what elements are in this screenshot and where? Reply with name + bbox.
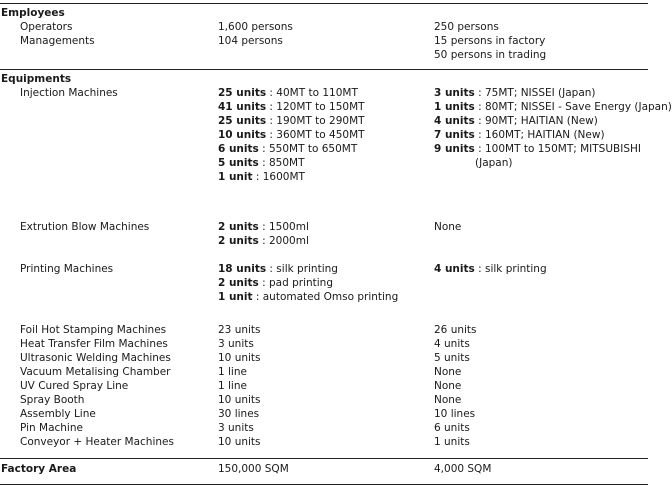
operators-value-b: 250 persons — [434, 21, 499, 33]
other-label: Foil Hot Stamping Machines — [20, 324, 167, 336]
unit-count: 2 units — [218, 235, 259, 247]
unit-desc: : 1600MT — [252, 171, 305, 183]
injection-line-b — [434, 142, 641, 156]
operators-label: Operators — [20, 21, 73, 33]
unit-desc: : 120MT to 150MT — [266, 101, 365, 113]
injection-line-a — [218, 114, 365, 128]
unit-count: 4 units — [434, 115, 475, 127]
other-value-b: 6 units — [434, 422, 470, 434]
injection-line-a — [218, 128, 365, 142]
other-label: Heat Transfer Film Machines — [20, 338, 168, 350]
unit-count: 6 units — [218, 143, 259, 155]
unit-desc: : automated Omso printing — [252, 291, 399, 303]
managements-value-a: 104 persons — [218, 35, 283, 47]
injection-line-b — [434, 86, 596, 100]
printing-line-a — [218, 276, 333, 290]
unit-desc: : 1500ml — [258, 221, 309, 233]
other-label: UV Cured Spray Line — [20, 380, 129, 392]
unit-count: 5 units — [218, 157, 259, 169]
other-value-a: 1 line — [218, 366, 247, 378]
injection-line-a — [218, 170, 305, 184]
other-value-b: 1 units — [434, 436, 470, 448]
top-rule — [0, 3, 648, 4]
injection-line-a — [218, 100, 365, 114]
injection-label: Injection Machines — [20, 87, 118, 99]
unit-desc: : 75MT; NISSEI (Japan) — [474, 87, 596, 99]
other-value-a: 3 units — [218, 422, 254, 434]
other-label: Ultrasonic Welding Machines — [20, 352, 171, 364]
unit-desc: : 40MT to 110MT — [266, 87, 358, 99]
section-rule-factory — [0, 458, 648, 459]
other-label: Conveyor + Heater Machines — [20, 436, 174, 448]
unit-count: 18 units — [218, 263, 267, 275]
managements-value-b1: 15 persons in factory — [434, 35, 546, 47]
injection-line-b — [434, 100, 672, 114]
printing-line-b — [434, 262, 547, 276]
equipments-heading: Equipments — [1, 73, 72, 85]
other-label: Spray Booth — [20, 394, 85, 406]
unit-count: 7 units — [434, 129, 475, 141]
unit-count: 10 units — [218, 129, 267, 141]
printing-line-a — [218, 262, 338, 276]
other-value-a: 10 units — [218, 394, 261, 406]
factory-area-label: Factory Area — [1, 463, 77, 475]
other-label: Pin Machine — [20, 422, 83, 434]
operators-value-a: 1,600 persons — [218, 21, 293, 33]
other-value-b: None — [434, 366, 462, 378]
other-value-b: None — [434, 380, 462, 392]
managements-label: Managements — [20, 35, 95, 47]
unit-count: 9 units — [434, 143, 475, 155]
section-rule-equipments — [0, 69, 648, 70]
unit-count: 25 units — [218, 87, 267, 99]
blow-value-b: None — [434, 221, 462, 233]
unit-desc: : 80MT; NISSEI - Save Energy (Japan) — [474, 101, 672, 113]
unit-count: 1 unit — [218, 291, 253, 303]
printing-label: Printing Machines — [20, 263, 114, 275]
other-value-b: 4 units — [434, 338, 470, 350]
unit-desc: : 160MT; HAITIAN (New) — [474, 129, 605, 141]
unit-count: 1 units — [434, 101, 475, 113]
blow-label: Extrution Blow Machines — [20, 221, 150, 233]
blow-line-a — [218, 234, 309, 248]
unit-count: 41 units — [218, 101, 267, 113]
bottom-rule — [0, 484, 648, 485]
other-value-a: 10 units — [218, 352, 261, 364]
factory-area-value-b: 4,000 SQM — [434, 463, 492, 475]
other-value-a: 3 units — [218, 338, 254, 350]
unit-desc: : 360MT to 450MT — [266, 129, 365, 141]
unit-desc: : 90MT; HAITIAN (New) — [474, 115, 598, 127]
unit-desc: : 850MT — [258, 157, 305, 169]
employees-heading: Employees — [1, 7, 65, 19]
unit-count: 2 units — [218, 277, 259, 289]
printing-line-a — [218, 290, 398, 304]
unit-desc: : 2000ml — [258, 235, 309, 247]
injection-line-b — [434, 128, 605, 142]
unit-desc: : silk printing — [266, 263, 338, 275]
injection-line-a — [218, 142, 357, 156]
other-value-b: None — [434, 394, 462, 406]
other-value-b: 26 units — [434, 324, 477, 336]
factory-area-value-a: 150,000 SQM — [218, 463, 289, 475]
unit-count: 25 units — [218, 115, 267, 127]
injection-line-b-cont: (Japan) — [475, 157, 513, 169]
unit-desc: : pad printing — [258, 277, 334, 289]
injection-line-b — [434, 114, 598, 128]
unit-count: 2 units — [218, 221, 259, 233]
blow-line-a — [218, 220, 309, 234]
unit-desc: : 190MT to 290MT — [266, 115, 365, 127]
unit-count: 4 units — [434, 263, 475, 275]
other-value-a: 1 line — [218, 380, 247, 392]
other-value-a: 23 units — [218, 324, 261, 336]
unit-desc: : 550MT to 650MT — [258, 143, 358, 155]
managements-value-b2: 50 persons in trading — [434, 49, 547, 61]
injection-line-a — [218, 156, 305, 170]
unit-desc: : silk printing — [474, 263, 547, 275]
other-label: Assembly Line — [20, 408, 96, 420]
other-label: Vacuum Metalising Chamber — [20, 366, 171, 378]
other-value-a: 30 lines — [218, 408, 260, 420]
unit-count: 3 units — [434, 87, 475, 99]
injection-line-a — [218, 86, 358, 100]
other-value-b: 5 units — [434, 352, 470, 364]
unit-count: 1 unit — [218, 171, 253, 183]
unit-desc: : 100MT to 150MT; MITSUBISHI — [474, 143, 641, 155]
other-value-a: 10 units — [218, 436, 261, 448]
other-value-b: 10 lines — [434, 408, 476, 420]
